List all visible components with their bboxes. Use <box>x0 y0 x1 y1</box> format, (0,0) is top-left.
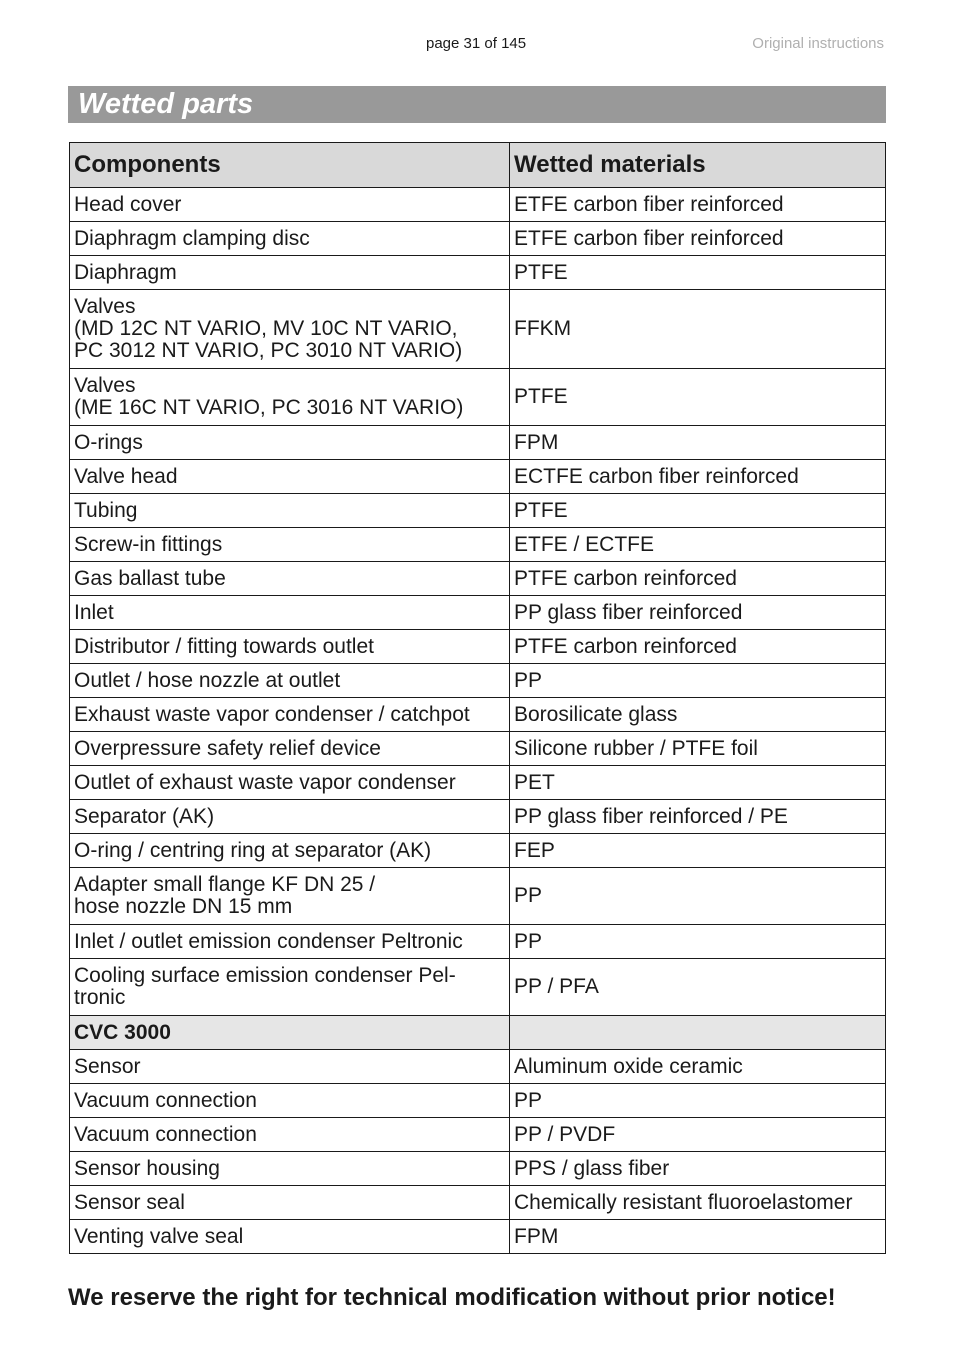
table-header-row <box>70 143 886 188</box>
component-cell <box>70 369 510 426</box>
component-cell <box>70 290 510 369</box>
material-cell: PP / PVDF <box>510 1118 886 1152</box>
component-cell: Screw-in fittings <box>70 528 510 562</box>
material-cell: PP <box>510 868 886 925</box>
material-cell: FPM <box>510 426 886 460</box>
footer-notice: We reserve the right for technical modification without prior notice! <box>68 1284 836 1311</box>
component-cell: O-rings <box>70 426 510 460</box>
component-cell: Vacuum connection <box>70 1118 510 1152</box>
group-empty-cell <box>510 1016 886 1050</box>
table-row <box>70 732 886 766</box>
component-text: Cooling surface emission condenser Pel- tronic <box>74 964 456 1009</box>
component-cell: Outlet of exhaust waste vapor condenser <box>70 766 510 800</box>
component-text: Adapter small flange KF DN 25 / hose nozzle DN 15 mm <box>74 873 376 918</box>
component-cell: Head cover <box>70 188 510 222</box>
material-cell: PP <box>510 925 886 959</box>
table-row <box>70 426 886 460</box>
material-cell: PTFE <box>510 494 886 528</box>
table-row <box>70 1050 886 1084</box>
document-label: Original instructions <box>752 35 884 52</box>
component-text: Valves (ME 16C NT VARIO, PC 3016 NT VARIO) <box>74 374 464 419</box>
table-row <box>70 290 886 369</box>
material-cell: PP / PFA <box>510 959 886 1016</box>
material-cell: PTFE <box>510 369 886 426</box>
table-row <box>70 959 886 1016</box>
component-cell: Separator (AK) <box>70 800 510 834</box>
table-row <box>70 596 886 630</box>
table-row <box>70 925 886 959</box>
component-cell: O-ring / centring ring at separator (AK) <box>70 834 510 868</box>
table-row <box>70 528 886 562</box>
material-cell: Borosilicate glass <box>510 698 886 732</box>
material-cell: PET <box>510 766 886 800</box>
table-row <box>70 460 886 494</box>
component-cell: Venting valve seal <box>70 1220 510 1254</box>
component-cell <box>70 959 510 1016</box>
component-cell: Vacuum connection <box>70 1084 510 1118</box>
material-cell: Silicone rubber / PTFE foil <box>510 732 886 766</box>
table-row <box>70 1118 886 1152</box>
table-row <box>70 800 886 834</box>
component-cell: Sensor seal <box>70 1186 510 1220</box>
table-row <box>70 868 886 925</box>
material-cell: ETFE carbon fiber reinforced <box>510 188 886 222</box>
group-header-row <box>70 1016 886 1050</box>
column-header-materials: Wetted materials <box>510 143 886 188</box>
table-row <box>70 1084 886 1118</box>
table-row <box>70 369 886 426</box>
table-row <box>70 494 886 528</box>
material-cell: PPS / glass fiber <box>510 1152 886 1186</box>
table-row <box>70 188 886 222</box>
component-text: Valves (MD 12C NT VARIO, MV 10C NT VARIO, PC 3012 NT VARIO, PC 3010 NT VARIO) <box>74 295 463 362</box>
component-cell: Overpressure safety relief device <box>70 732 510 766</box>
material-cell: ETFE / ECTFE <box>510 528 886 562</box>
section-title: Wetted parts <box>78 88 254 120</box>
component-cell <box>70 868 510 925</box>
component-cell: Exhaust waste vapor condenser / catchpot <box>70 698 510 732</box>
material-cell: PP <box>510 1084 886 1118</box>
table-row <box>70 766 886 800</box>
material-cell: PTFE carbon reinforced <box>510 562 886 596</box>
table-row <box>70 664 886 698</box>
component-cell: Valve head <box>70 460 510 494</box>
material-cell: FEP <box>510 834 886 868</box>
component-cell: Tubing <box>70 494 510 528</box>
wetted-parts-table <box>69 142 886 1254</box>
material-cell: PTFE carbon reinforced <box>510 630 886 664</box>
component-cell: Inlet <box>70 596 510 630</box>
table-row <box>70 630 886 664</box>
table-row <box>70 698 886 732</box>
table-row <box>70 222 886 256</box>
page-header <box>0 35 954 55</box>
component-cell: Diaphragm <box>70 256 510 290</box>
material-cell: PP glass fiber reinforced / PE <box>510 800 886 834</box>
component-cell: Outlet / hose nozzle at outlet <box>70 664 510 698</box>
group-label: CVC 3000 <box>70 1016 510 1050</box>
table-row <box>70 834 886 868</box>
column-header-components: Components <box>70 143 510 188</box>
material-cell: PTFE <box>510 256 886 290</box>
table-row <box>70 1220 886 1254</box>
table-row <box>70 256 886 290</box>
table-row <box>70 562 886 596</box>
material-cell: FFKM <box>510 290 886 369</box>
table-row <box>70 1152 886 1186</box>
material-cell: ETFE carbon fiber reinforced <box>510 222 886 256</box>
component-cell: Diaphragm clamping disc <box>70 222 510 256</box>
page-number: page 31 of 145 <box>426 35 527 52</box>
table-row <box>70 1186 886 1220</box>
material-cell: PP glass fiber reinforced <box>510 596 886 630</box>
component-cell: Gas ballast tube <box>70 562 510 596</box>
component-cell: Inlet / outlet emission condenser Peltronic <box>70 925 510 959</box>
component-cell: Distributor / fitting towards outlet <box>70 630 510 664</box>
material-cell: ECTFE carbon fiber reinforced <box>510 460 886 494</box>
component-cell: Sensor housing <box>70 1152 510 1186</box>
material-cell: FPM <box>510 1220 886 1254</box>
section-heading-bar <box>68 86 886 123</box>
material-cell: Chemically resistant fluoroelastomer <box>510 1186 886 1220</box>
material-cell: PP <box>510 664 886 698</box>
material-cell: Aluminum oxide ceramic <box>510 1050 886 1084</box>
component-cell: Sensor <box>70 1050 510 1084</box>
